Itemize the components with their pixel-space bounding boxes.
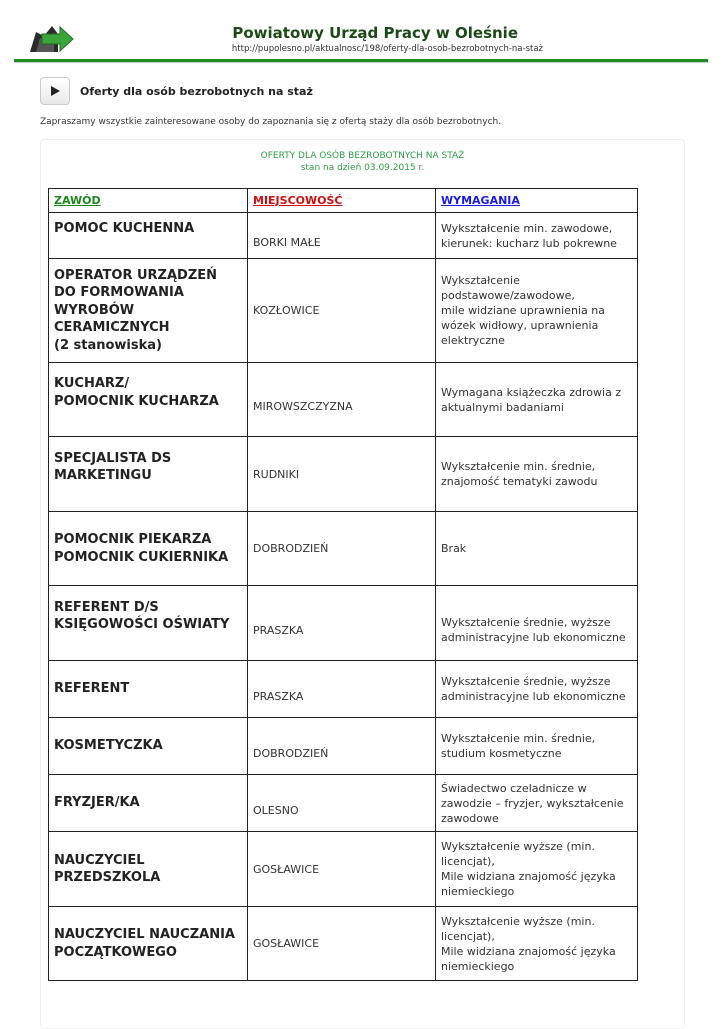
row-zawod: FRYZJER/KA <box>49 775 248 832</box>
row-miejscowosc: GOSŁAWICE <box>248 832 436 907</box>
header-divider-shadow <box>14 62 708 63</box>
row-wymagania: Wykształcenie min. średnie, znajomość tematyki zawodu <box>436 437 638 512</box>
header-miejscowosc[interactable]: MIEJSCOWOŚĆ <box>248 189 436 213</box>
row-miejscowosc: MIROWSZCZYZNA <box>248 363 436 437</box>
row-miejscowosc: PRASZKA <box>248 586 436 661</box>
row-wymagania: Wykształcenie średnie, wyższe administracyjne lub ekonomiczne <box>436 586 638 661</box>
row-wymagania: Brak <box>436 512 638 586</box>
offers-date: stan na dzień 03.09.2015 r. <box>300 163 425 173</box>
row-zawod: SPECJALISTA DS MARKETINGU <box>49 437 248 512</box>
table-row <box>49 259 638 363</box>
row-wymagania: Wykształcenie min. zawodowe, kierunek: kucharz lub pokrewne <box>436 213 638 259</box>
header-zawod[interactable]: ZAWÓD <box>49 189 248 213</box>
table-row <box>49 586 638 661</box>
row-miejscowosc: DOBRODZIEŃ <box>248 512 436 586</box>
row-zawod: NAUCZYCIEL NAUCZANIA POCZĄTKOWEGO <box>49 907 248 981</box>
row-zawod: POMOC KUCHENNA <box>49 213 248 259</box>
table-row <box>49 907 638 981</box>
row-miejscowosc: PRASZKA <box>248 661 436 718</box>
table-row <box>49 512 638 586</box>
pup-logo-icon <box>28 22 74 56</box>
row-wymagania: Wykształcenie min. średnie, studium kosmetyczne <box>436 718 638 775</box>
row-miejscowosc: KOZŁOWICE <box>248 259 436 363</box>
intro-text: Zapraszamy wszystkie zainteresowane osoby do zapoznania się z ofertą staży dla osób bezrobotnych. <box>40 117 502 127</box>
row-miejscowosc: OLESNO <box>248 775 436 832</box>
row-zawod: KOSMETYCZKA <box>49 718 248 775</box>
site-title: Powiatowy Urząd Pracy w Oleśnie <box>232 24 518 42</box>
page-heading <box>40 76 313 106</box>
row-zawod: REFERENT D/S KSIĘGOWOŚCI OŚWIATY <box>49 586 248 661</box>
site-url[interactable]: http://pupolesno.pl/aktualnosc/198/oferty-dla-osob-bezrobotnych-na-staż <box>231 44 543 54</box>
header-wymagania[interactable]: WYMAGANIA <box>436 189 638 213</box>
offers-title: OFERTY DLA OSÓB BEZROBOTNYCH NA STAŻ <box>260 151 465 161</box>
table-row <box>49 718 638 775</box>
page-title: Oferty dla osób bezrobotnych na staż <box>80 84 313 98</box>
row-zawod: KUCHARZ/ POMOCNIK KUCHARZA <box>49 363 248 437</box>
offers-table <box>48 188 638 981</box>
page-header <box>0 0 725 64</box>
row-wymagania: Wykształcenie podstawowe/zawodowe, mile widziane uprawnienia na wózek widłowy, uprawnienia elektryczne <box>436 259 638 363</box>
row-wymagania: Wymagana książeczka zdrowia z aktualnymi badaniami <box>436 363 638 437</box>
table-row <box>49 661 638 718</box>
row-wymagania: Wykształcenie wyższe (min. licencjat), Mile widziana znajomość języka niemieckiego <box>436 907 638 981</box>
table-row <box>49 363 638 437</box>
row-miejscowosc: DOBRODZIEŃ <box>248 718 436 775</box>
table-row <box>49 213 638 259</box>
table-row <box>49 437 638 512</box>
row-zawod: REFERENT <box>49 661 248 718</box>
play-arrow-icon <box>49 85 61 97</box>
table-header-row <box>49 189 638 213</box>
row-zawod: OPERATOR URZĄDZEŃ DO FORMOWANIA WYROBÓW CERAMICZNYCH (2 stanowiska) <box>49 259 248 363</box>
row-wymagania: Wykształcenie średnie, wyższe administracyjne lub ekonomiczne <box>436 661 638 718</box>
row-miejscowosc: RUDNIKI <box>248 437 436 512</box>
row-wymagania: Wykształcenie wyższe (min. licencjat), Mile widziana znajomość języka niemieckiego <box>436 832 638 907</box>
row-wymagania: Świadectwo czeladnicze w zawodzie – fryzjer, wykształcenie zawodowe <box>436 775 638 832</box>
table-row <box>49 775 638 832</box>
row-miejscowosc: BORKI MAŁE <box>248 213 436 259</box>
row-zawod: POMOCNIK PIEKARZA POMOCNIK CUKIERNIKA <box>49 512 248 586</box>
row-miejscowosc: GOSŁAWICE <box>248 907 436 981</box>
row-zawod: NAUCZYCIEL PRZEDSZKOLA <box>49 832 248 907</box>
expand-button[interactable] <box>40 77 70 105</box>
offers-heading <box>40 150 685 174</box>
table-row <box>49 832 638 907</box>
